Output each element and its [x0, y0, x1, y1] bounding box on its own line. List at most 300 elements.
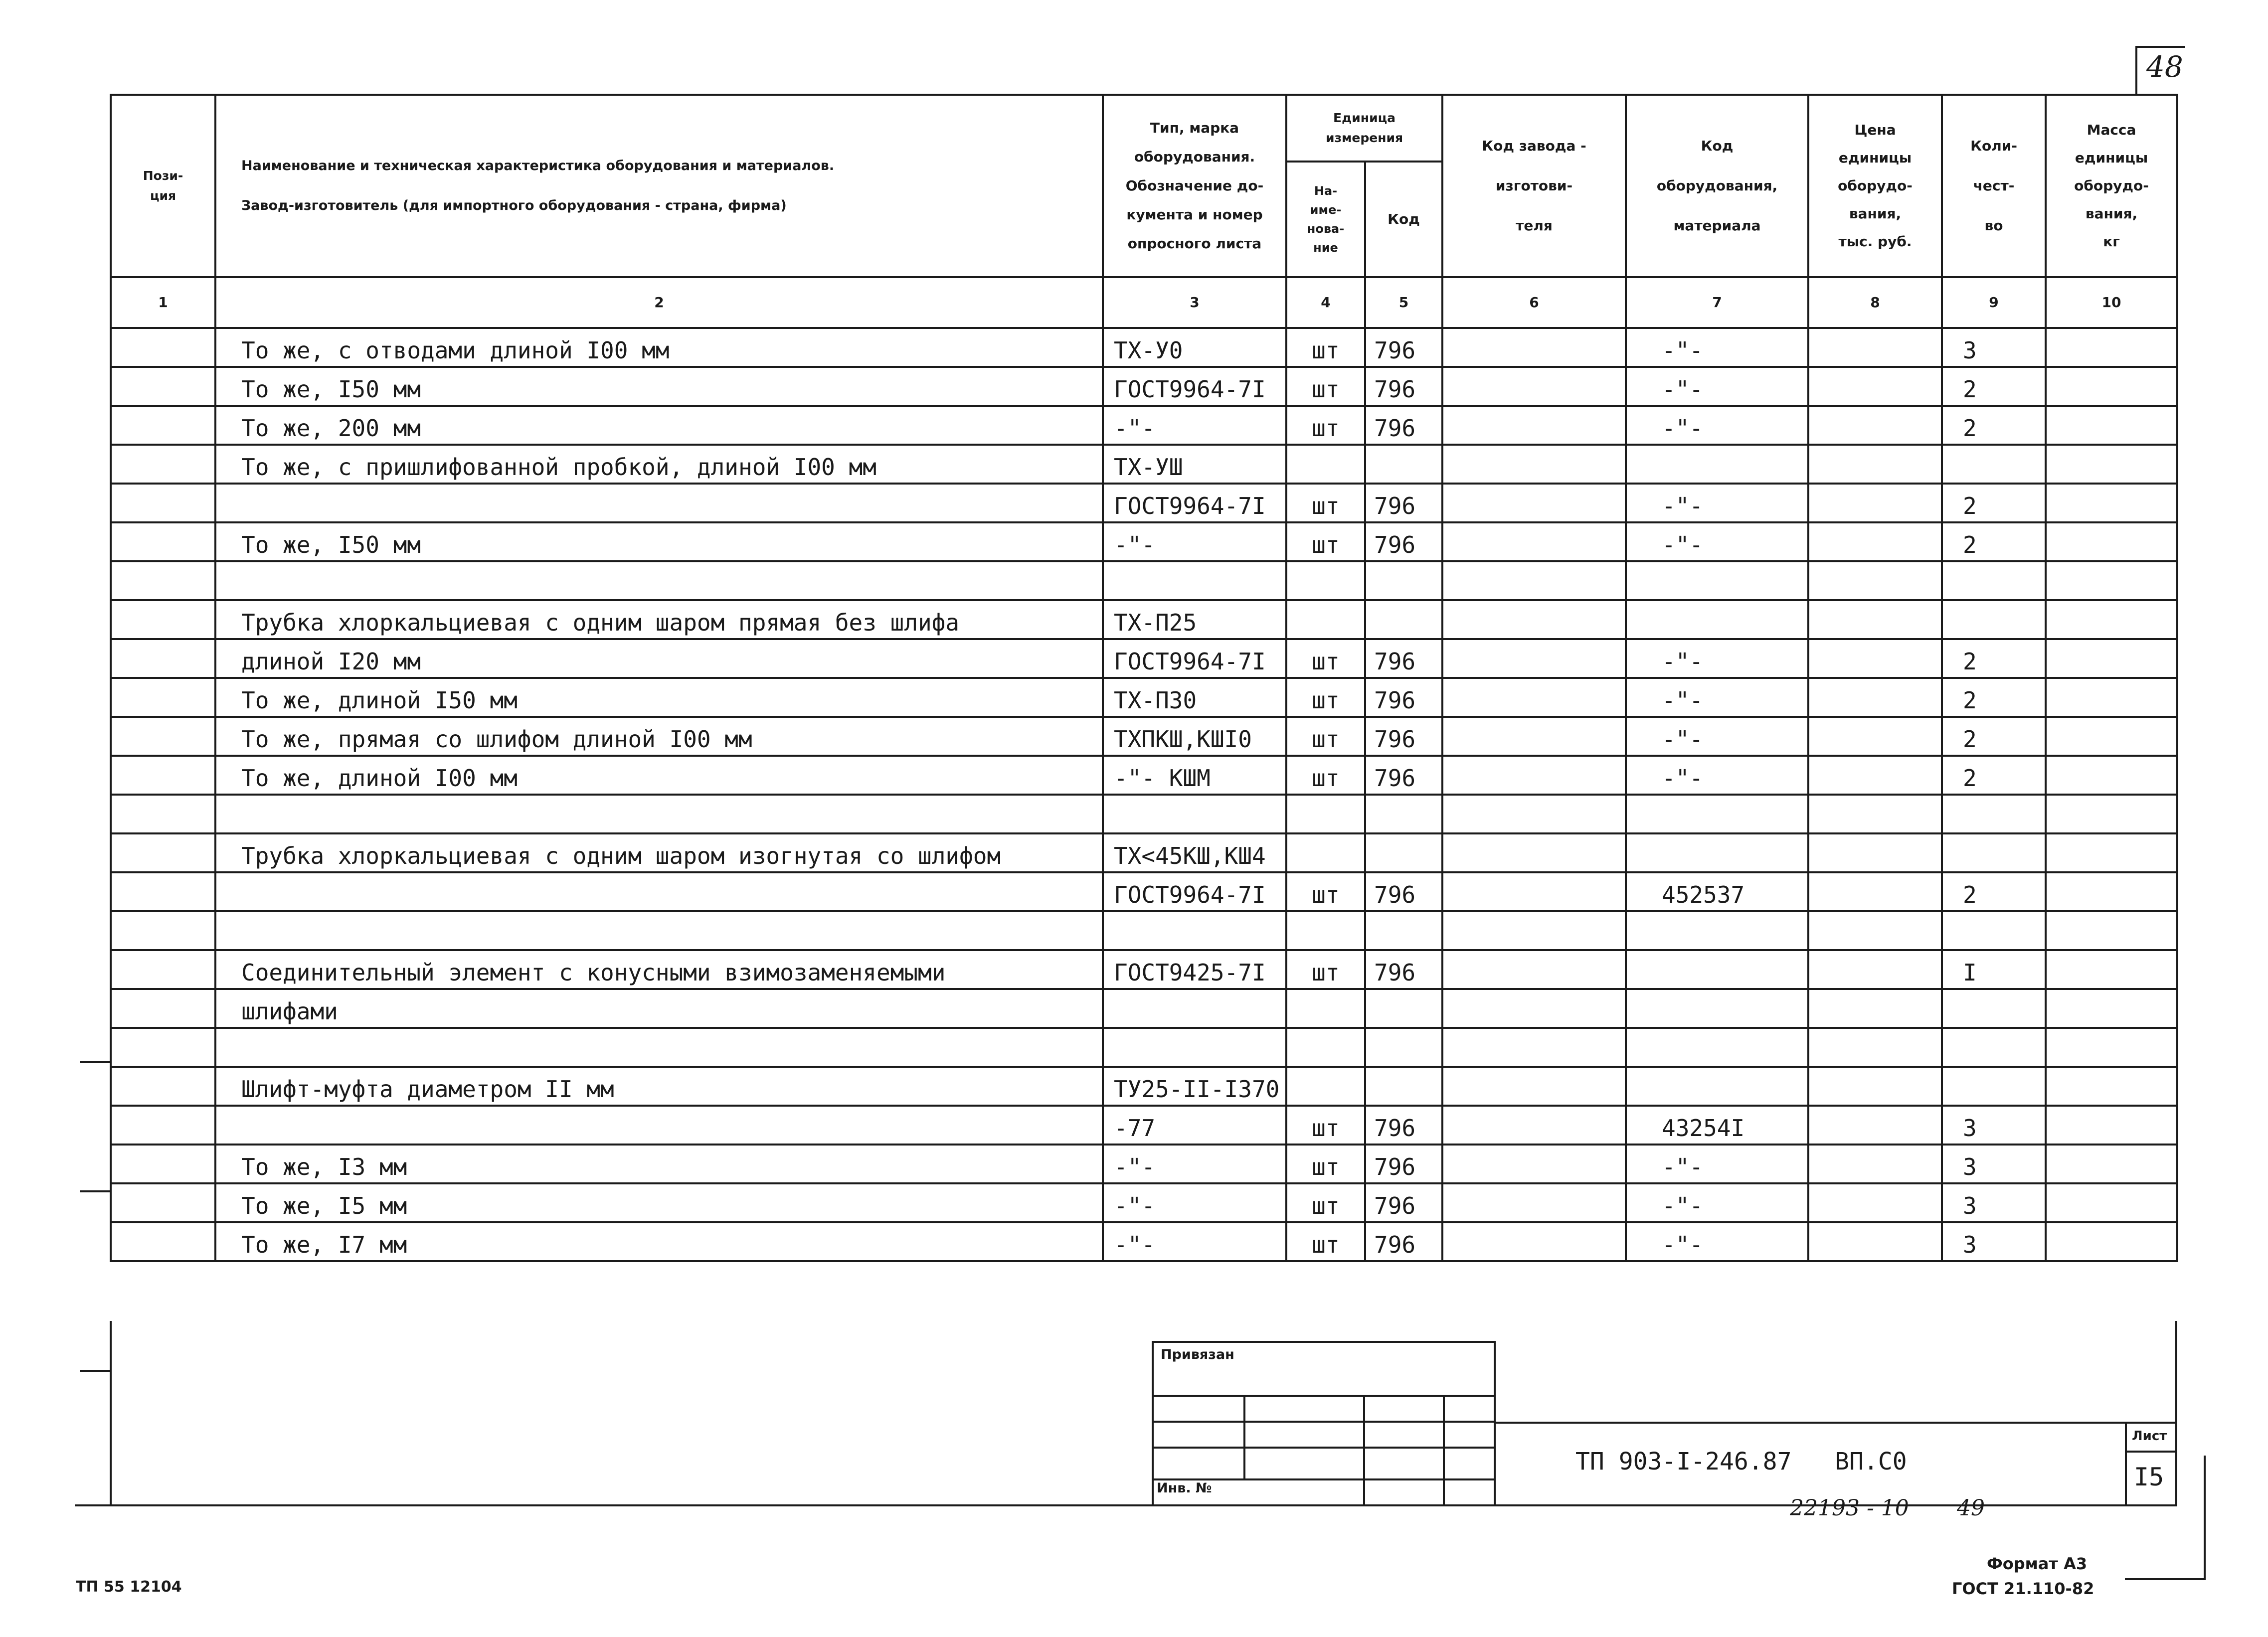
factory-code-cell	[1442, 872, 1626, 911]
factory-code-cell	[1442, 600, 1626, 639]
bound-grid-line	[1363, 1395, 1365, 1506]
mass-cell	[2046, 989, 2177, 1028]
unit-code-cell	[1365, 833, 1442, 872]
unit-code-cell	[1365, 561, 1442, 600]
quantity-cell	[1942, 795, 2046, 833]
unit-name-cell	[1286, 989, 1365, 1028]
price-cell	[1808, 1183, 1942, 1222]
item-type-cell: ТХПКШ,КШI0	[1103, 717, 1286, 756]
position-cell	[111, 717, 215, 756]
unit-name-cell: шт	[1286, 872, 1365, 911]
header-unit-price: Цена единицы оборудо- вания, тыс. руб.	[1808, 95, 1942, 277]
position-cell	[111, 950, 215, 989]
item-name-cell: То же, с пришлифованной пробкой, длиной I00 мм	[215, 445, 1103, 484]
bound-grid-line	[1443, 1395, 1445, 1506]
price-cell	[1808, 445, 1942, 484]
unit-code-cell: 796	[1365, 872, 1442, 911]
price-cell	[1808, 561, 1942, 600]
unit-code-cell	[1365, 600, 1442, 639]
unit-name-cell: шт	[1286, 756, 1365, 795]
factory-code-cell	[1442, 911, 1626, 950]
quantity-cell: 2	[1942, 639, 2046, 678]
handwritten-archive-number: 22193 - 10	[1790, 1495, 1909, 1521]
position-cell	[111, 639, 215, 678]
equipment-code-cell: -"-	[1626, 639, 1808, 678]
position-cell	[111, 833, 215, 872]
unit-code-cell: 796	[1365, 1183, 1442, 1222]
table-row	[111, 911, 2177, 950]
item-name-cell	[215, 911, 1103, 950]
unit-name-cell	[1286, 795, 1365, 833]
quantity-cell	[1942, 989, 2046, 1028]
inventory-number-label: Инв. №	[1157, 1480, 1212, 1496]
unit-name-cell: шт	[1286, 522, 1365, 561]
price-cell	[1808, 406, 1942, 445]
price-cell	[1808, 484, 1942, 522]
margin-tick	[80, 1061, 110, 1063]
column-number: 8	[1808, 277, 1942, 328]
sheet-edge-tick	[2125, 1578, 2206, 1580]
price-cell	[1808, 795, 1942, 833]
item-type-cell	[1103, 1028, 1286, 1067]
margin-tick	[80, 1370, 110, 1372]
unit-code-cell	[1365, 1028, 1442, 1067]
equipment-code-cell: -"-	[1626, 406, 1808, 445]
table-row	[111, 950, 2177, 989]
item-type-cell: -"-	[1103, 1222, 1286, 1261]
price-cell	[1808, 639, 1942, 678]
quantity-cell	[1942, 561, 2046, 600]
column-number: 4	[1286, 277, 1365, 328]
item-name-cell: То же, I7 мм	[215, 1222, 1103, 1261]
item-type-cell: ТХ-УШ	[1103, 445, 1286, 484]
unit-code-cell	[1365, 989, 1442, 1028]
item-name-cell: шлифами	[215, 989, 1103, 1028]
item-name-cell: длиной I20 мм	[215, 639, 1103, 678]
quantity-cell: 3	[1942, 1183, 2046, 1222]
table-row	[111, 717, 2177, 756]
mass-cell	[2046, 1222, 2177, 1261]
table-row	[111, 1028, 2177, 1067]
position-cell	[111, 911, 215, 950]
item-name-cell: То же, 200 мм	[215, 406, 1103, 445]
position-cell	[111, 989, 215, 1028]
position-cell	[111, 522, 215, 561]
unit-code-cell: 796	[1365, 678, 1442, 717]
item-name-cell	[215, 561, 1103, 600]
equipment-code-cell: -"-	[1626, 484, 1808, 522]
table-row	[111, 1145, 2177, 1183]
standard-label: ГОСТ 21.110-82	[1952, 1579, 2094, 1598]
unit-code-cell: 796	[1365, 484, 1442, 522]
header-unit-code: Код	[1365, 162, 1442, 277]
item-name-cell: Шлифт-муфта диаметром II мм	[215, 1067, 1103, 1106]
equipment-code-cell: -"-	[1626, 367, 1808, 406]
equipment-code-cell	[1626, 795, 1808, 833]
price-cell	[1808, 328, 1942, 367]
column-number: 7	[1626, 277, 1808, 328]
item-name-cell: Трубка хлоркальциевая с одним шаром прямая без шлифа	[215, 600, 1103, 639]
table-row	[111, 406, 2177, 445]
factory-code-cell	[1442, 1106, 1626, 1145]
factory-code-cell	[1442, 522, 1626, 561]
quantity-cell: 2	[1942, 678, 2046, 717]
page-number-bracket-line	[2135, 46, 2137, 94]
quantity-cell: I	[1942, 950, 2046, 989]
column-number: 3	[1103, 277, 1286, 328]
price-cell	[1808, 1067, 1942, 1106]
sheet-box	[2125, 1422, 2177, 1506]
mass-cell	[2046, 639, 2177, 678]
item-name-cell: То же, длиной I50 мм	[215, 678, 1103, 717]
unit-code-cell: 796	[1365, 950, 1442, 989]
position-cell	[111, 1183, 215, 1222]
mass-cell	[2046, 950, 2177, 989]
quantity-cell: 2	[1942, 406, 2046, 445]
unit-name-cell: шт	[1286, 367, 1365, 406]
unit-code-cell	[1365, 445, 1442, 484]
item-name-cell	[215, 872, 1103, 911]
factory-code-cell	[1442, 1222, 1626, 1261]
factory-code-cell	[1442, 328, 1626, 367]
mass-cell	[2046, 678, 2177, 717]
header-unit-mass: Масса единицы оборудо- вания, кг	[2046, 95, 2177, 277]
footer-left-code: ТП 55 12104	[76, 1578, 182, 1596]
format-label: Формат А3	[1987, 1554, 2088, 1573]
factory-code-cell	[1442, 367, 1626, 406]
table-row	[111, 522, 2177, 561]
sheet-label: Лист	[2132, 1429, 2167, 1444]
item-type-cell: ТХ<45КШ,КШ4	[1103, 833, 1286, 872]
mass-cell	[2046, 1183, 2177, 1222]
unit-code-cell: 796	[1365, 328, 1442, 367]
position-cell	[111, 1145, 215, 1183]
item-name-cell	[215, 1106, 1103, 1145]
bound-grid-line	[1243, 1395, 1245, 1478]
mass-cell	[2046, 367, 2177, 406]
position-cell	[111, 1028, 215, 1067]
unit-name-cell: шт	[1286, 1145, 1365, 1183]
item-name-cell: То же, I50 мм	[215, 367, 1103, 406]
position-cell	[111, 1222, 215, 1261]
equipment-code-cell: -"-	[1626, 717, 1808, 756]
price-cell	[1808, 833, 1942, 872]
price-cell	[1808, 950, 1942, 989]
unit-name-cell: шт	[1286, 1106, 1365, 1145]
factory-code-cell	[1442, 561, 1626, 600]
table-row	[111, 367, 2177, 406]
quantity-cell: 2	[1942, 367, 2046, 406]
unit-code-cell: 796	[1365, 756, 1442, 795]
item-type-cell: ГОСТ9964-7I	[1103, 639, 1286, 678]
mass-cell	[2046, 600, 2177, 639]
unit-code-cell	[1365, 1067, 1442, 1106]
item-type-cell: ТХ-У0	[1103, 328, 1286, 367]
quantity-cell	[1942, 1028, 2046, 1067]
mass-cell	[2046, 833, 2177, 872]
item-type-cell	[1103, 989, 1286, 1028]
position-cell	[111, 1106, 215, 1145]
quantity-cell	[1942, 1067, 2046, 1106]
price-cell	[1808, 1028, 1942, 1067]
price-cell	[1808, 678, 1942, 717]
equipment-code-cell	[1626, 561, 1808, 600]
position-cell	[111, 678, 215, 717]
unit-name-cell: шт	[1286, 950, 1365, 989]
price-cell	[1808, 367, 1942, 406]
bound-block	[1152, 1341, 1496, 1506]
position-cell	[111, 445, 215, 484]
price-cell	[1808, 1222, 1942, 1261]
item-type-cell	[1103, 561, 1286, 600]
unit-code-cell: 796	[1365, 1145, 1442, 1183]
mass-cell	[2046, 561, 2177, 600]
table-row	[111, 756, 2177, 795]
quantity-cell: 3	[1942, 1145, 2046, 1183]
unit-name-cell: шт	[1286, 678, 1365, 717]
equipment-code-cell: 452537	[1626, 872, 1808, 911]
position-cell	[111, 795, 215, 833]
price-cell	[1808, 989, 1942, 1028]
item-name-cell: То же, прямая со шлифом длиной I00 мм	[215, 717, 1103, 756]
unit-name-cell	[1286, 600, 1365, 639]
equipment-code-cell: -"-	[1626, 678, 1808, 717]
item-name-cell: То же, I3 мм	[215, 1145, 1103, 1183]
title-block-top-line	[1496, 1422, 2177, 1424]
specification-table	[110, 94, 2178, 1262]
sheet-box-divider	[2127, 1451, 2177, 1453]
quantity-cell	[1942, 600, 2046, 639]
mass-cell	[2046, 756, 2177, 795]
item-type-cell: -"-	[1103, 1145, 1286, 1183]
item-name-cell: То же, с отводами длиной I00 мм	[215, 328, 1103, 367]
unit-code-cell	[1365, 795, 1442, 833]
item-type-cell: ГОСТ9425-7I	[1103, 950, 1286, 989]
item-type-cell	[1103, 911, 1286, 950]
table-row	[111, 445, 2177, 484]
unit-code-cell: 796	[1365, 639, 1442, 678]
sheet-number: I5	[2134, 1463, 2164, 1491]
unit-name-cell	[1286, 911, 1365, 950]
header-quantity: Коли- чест- во	[1942, 95, 2046, 277]
price-cell	[1808, 717, 1942, 756]
equipment-code-cell	[1626, 989, 1808, 1028]
item-name-cell	[215, 1028, 1103, 1067]
position-cell	[111, 367, 215, 406]
unit-name-cell: шт	[1286, 639, 1365, 678]
table-row	[111, 833, 2177, 872]
item-type-cell: -"-	[1103, 1183, 1286, 1222]
equipment-code-cell: -"-	[1626, 1183, 1808, 1222]
item-type-cell: ТХ-П30	[1103, 678, 1286, 717]
margin-tick	[80, 1190, 110, 1192]
quantity-cell: 2	[1942, 484, 2046, 522]
factory-code-cell	[1442, 639, 1626, 678]
equipment-code-cell	[1626, 445, 1808, 484]
unit-name-cell	[1286, 561, 1365, 600]
factory-code-cell	[1442, 406, 1626, 445]
bound-label: Привязан	[1161, 1347, 1234, 1362]
unit-code-cell: 796	[1365, 717, 1442, 756]
mass-cell	[2046, 328, 2177, 367]
factory-code-cell	[1442, 717, 1626, 756]
factory-code-cell	[1442, 1067, 1626, 1106]
equipment-code-cell: 43254I	[1626, 1106, 1808, 1145]
position-cell	[111, 756, 215, 795]
table-row	[111, 328, 2177, 367]
header-factory-code: Код завода - изготови- теля	[1442, 95, 1626, 277]
item-name-cell: Трубка хлоркальциевая с одним шаром изогнутая со шлифом	[215, 833, 1103, 872]
table-row	[111, 1067, 2177, 1106]
factory-code-cell	[1442, 795, 1626, 833]
quantity-cell: 2	[1942, 756, 2046, 795]
mass-cell	[2046, 911, 2177, 950]
item-name-cell: То же, I50 мм	[215, 522, 1103, 561]
header-unit-group: Единица измерения	[1286, 95, 1442, 162]
mass-cell	[2046, 484, 2177, 522]
equipment-code-cell: -"-	[1626, 756, 1808, 795]
header-type: Тип, марка оборудования. Обозначение до- кумента и номер опросного листа	[1103, 95, 1286, 277]
position-cell	[111, 328, 215, 367]
item-type-cell: -"-	[1103, 406, 1286, 445]
header-unit-name: На- име- нова- ние	[1286, 162, 1365, 277]
factory-code-cell	[1442, 989, 1626, 1028]
equipment-code-cell	[1626, 911, 1808, 950]
table-row	[111, 1222, 2177, 1261]
price-cell	[1808, 872, 1942, 911]
equipment-code-cell	[1626, 833, 1808, 872]
table-row	[111, 484, 2177, 522]
unit-name-cell: шт	[1286, 1183, 1365, 1222]
column-number: 9	[1942, 277, 2046, 328]
position-cell	[111, 561, 215, 600]
position-cell	[111, 1067, 215, 1106]
header-equipment-code: Код оборудования, материала	[1626, 95, 1808, 277]
factory-code-cell	[1442, 678, 1626, 717]
price-cell	[1808, 522, 1942, 561]
mass-cell	[2046, 445, 2177, 484]
equipment-code-cell	[1626, 1028, 1808, 1067]
mass-cell	[2046, 717, 2177, 756]
factory-code-cell	[1442, 756, 1626, 795]
quantity-cell: 2	[1942, 872, 2046, 911]
factory-code-cell	[1442, 950, 1626, 989]
price-cell	[1808, 1106, 1942, 1145]
item-type-cell: -"- КШМ	[1103, 756, 1286, 795]
unit-name-cell: шт	[1286, 406, 1365, 445]
item-type-cell: ТУ25-II-I370	[1103, 1067, 1286, 1106]
position-cell	[111, 484, 215, 522]
unit-name-cell: шт	[1286, 717, 1365, 756]
mass-cell	[2046, 872, 2177, 911]
unit-name-cell: шт	[1286, 1222, 1365, 1261]
page-number-bracket-top	[2135, 46, 2185, 48]
equipment-code-cell	[1626, 600, 1808, 639]
quantity-cell	[1942, 833, 2046, 872]
quantity-cell: 2	[1942, 717, 2046, 756]
item-type-cell: ГОСТ9964-7I	[1103, 872, 1286, 911]
price-cell	[1808, 1145, 1942, 1183]
table-row	[111, 989, 2177, 1028]
document-designation: ТП 903-I-246.87 ВП.С0	[1575, 1448, 1907, 1475]
price-cell	[1808, 600, 1942, 639]
margin-tick	[75, 1504, 110, 1506]
column-number: 10	[2046, 277, 2177, 328]
unit-code-cell	[1365, 911, 1442, 950]
mass-cell	[2046, 1145, 2177, 1183]
item-name-cell: То же, длиной I00 мм	[215, 756, 1103, 795]
price-cell	[1808, 756, 1942, 795]
table-row	[111, 1183, 2177, 1222]
mass-cell	[2046, 1106, 2177, 1145]
column-number: 1	[111, 277, 215, 328]
factory-code-cell	[1442, 833, 1626, 872]
frame-left-border	[110, 1321, 112, 1506]
factory-code-cell	[1442, 445, 1626, 484]
quantity-cell: 3	[1942, 328, 2046, 367]
item-type-cell: -77	[1103, 1106, 1286, 1145]
table-row	[111, 639, 2177, 678]
mass-cell	[2046, 522, 2177, 561]
table-row	[111, 795, 2177, 833]
table-row	[111, 1106, 2177, 1145]
item-name-cell	[215, 484, 1103, 522]
unit-name-cell	[1286, 445, 1365, 484]
header-position: Пози- ция	[111, 95, 215, 277]
column-number: 5	[1365, 277, 1442, 328]
unit-name-cell	[1286, 833, 1365, 872]
item-type-cell: ГОСТ9964-7I	[1103, 367, 1286, 406]
item-name-cell: То же, I5 мм	[215, 1183, 1103, 1222]
equipment-code-cell: -"-	[1626, 1145, 1808, 1183]
mass-cell	[2046, 1067, 2177, 1106]
unit-name-cell: шт	[1286, 328, 1365, 367]
unit-code-cell: 796	[1365, 522, 1442, 561]
unit-code-cell: 796	[1365, 1222, 1442, 1261]
unit-code-cell: 796	[1365, 1106, 1442, 1145]
factory-code-cell	[1442, 1028, 1626, 1067]
item-name-cell	[215, 795, 1103, 833]
unit-name-cell: шт	[1286, 484, 1365, 522]
unit-name-cell	[1286, 1028, 1365, 1067]
equipment-code-cell: -"-	[1626, 1222, 1808, 1261]
item-type-cell	[1103, 795, 1286, 833]
column-number: 2	[215, 277, 1103, 328]
equipment-code-cell: -"-	[1626, 522, 1808, 561]
quantity-cell: 2	[1942, 522, 2046, 561]
item-name-cell: Соединительный элемент с конусными взимозаменяемыми	[215, 950, 1103, 989]
sheet-edge-line	[2204, 1456, 2206, 1580]
quantity-cell	[1942, 445, 2046, 484]
factory-code-cell	[1442, 1145, 1626, 1183]
equipment-code-cell: -"-	[1626, 328, 1808, 367]
table-row	[111, 872, 2177, 911]
item-type-cell: ТХ-П25	[1103, 600, 1286, 639]
header-name: Наименование и техническая характеристика оборудования и материалов. Завод-изготовитель (для импортного оборудования - страна, фирма)	[215, 95, 1103, 277]
equipment-code-cell	[1626, 1067, 1808, 1106]
mass-cell	[2046, 795, 2177, 833]
item-type-cell: -"-	[1103, 522, 1286, 561]
quantity-cell: 3	[1942, 1106, 2046, 1145]
price-cell	[1808, 911, 1942, 950]
unit-code-cell: 796	[1365, 367, 1442, 406]
equipment-code-cell	[1626, 950, 1808, 989]
handwritten-sheet-number: 49	[1957, 1495, 1985, 1521]
mass-cell	[2046, 406, 2177, 445]
quantity-cell	[1942, 911, 2046, 950]
table-row	[111, 678, 2177, 717]
factory-code-cell	[1442, 484, 1626, 522]
